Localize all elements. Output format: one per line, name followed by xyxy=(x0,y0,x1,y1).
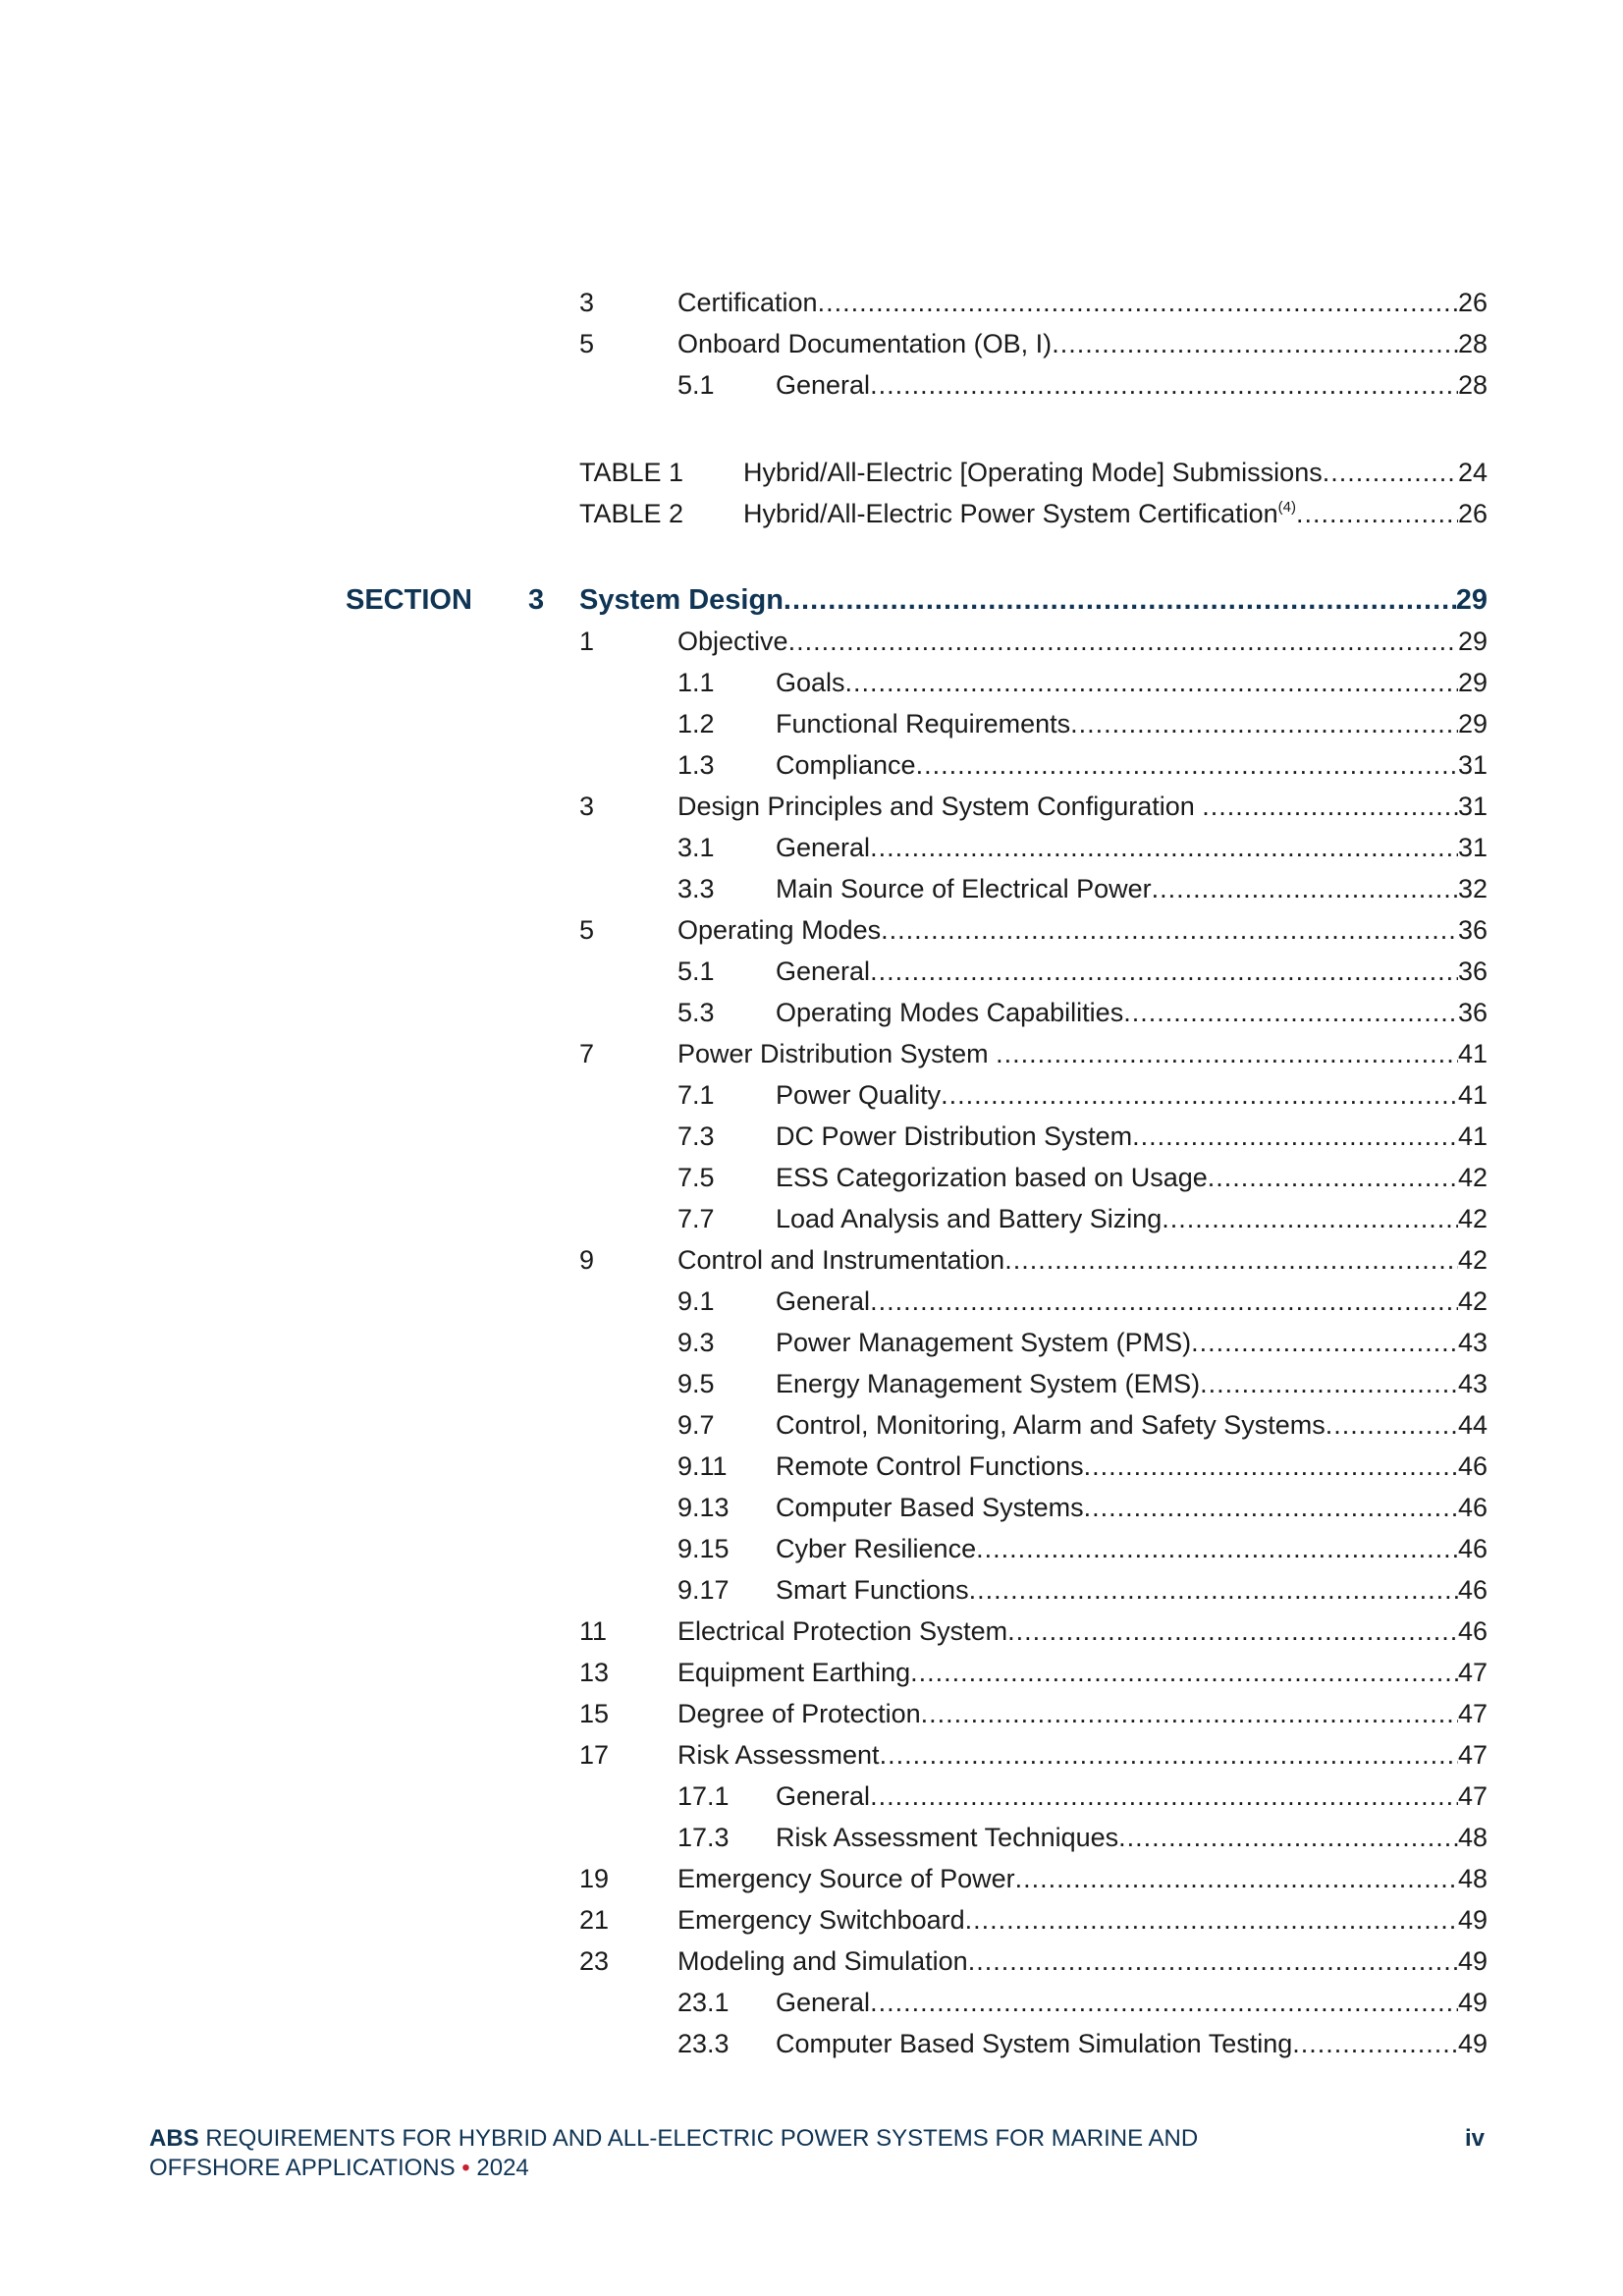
entry-page-number: 29 xyxy=(1455,584,1488,616)
entry-title-text: Compliance xyxy=(776,750,916,780)
entry-number: 1.3 xyxy=(677,750,715,780)
entry-page-number: 41 xyxy=(1457,1039,1488,1068)
entry-title-text: Modeling and Simulation xyxy=(677,1946,968,1976)
entry-number: 9.17 xyxy=(677,1575,730,1605)
toc-entry[interactable] xyxy=(677,992,1488,1033)
entry-title xyxy=(677,1941,968,1982)
entry-number: 9.7 xyxy=(677,1410,715,1440)
dot-leader xyxy=(870,364,1458,406)
entry-title-text: Hybrid/All-Electric Power System Certification xyxy=(743,499,1278,528)
entry-title xyxy=(776,1817,1118,1858)
entry-title-text: Design Principles and System Configuration xyxy=(677,792,1203,821)
dot-leader xyxy=(969,1569,1458,1611)
dot-leader xyxy=(784,579,1456,621)
entry-title xyxy=(743,452,1323,493)
section-label: SECTION xyxy=(346,584,472,616)
entry-title xyxy=(677,1652,910,1693)
entry-link[interactable] xyxy=(743,452,1488,493)
toc-entry[interactable] xyxy=(677,1281,1488,1322)
entry-page-number: 46 xyxy=(1457,1534,1488,1563)
entry-link[interactable] xyxy=(579,579,1488,621)
dot-leader xyxy=(965,1899,1458,1941)
entry-page-number: 42 xyxy=(1457,1286,1488,1316)
entry-title xyxy=(776,1074,941,1116)
entry-page-number: 42 xyxy=(1457,1204,1488,1233)
entry-title-text: Energy Management System (EMS) xyxy=(776,1369,1201,1398)
entry-link[interactable] xyxy=(776,1198,1488,1239)
entry-number: 23 xyxy=(579,1946,610,1976)
entry-page-number: 49 xyxy=(1457,1946,1488,1976)
dot-leader xyxy=(880,1734,1458,1776)
toc-entry[interactable] xyxy=(579,1693,1488,1734)
entry-page-number: 32 xyxy=(1457,874,1488,903)
toc-entry[interactable] xyxy=(677,2023,1488,2064)
entry-title-text: Functional Requirements xyxy=(776,709,1071,738)
entry-title xyxy=(776,2023,1292,2064)
dot-leader xyxy=(941,1074,1458,1116)
footer-line-1 xyxy=(149,2124,1485,2154)
entry-title xyxy=(776,744,916,786)
toc-entry[interactable] xyxy=(579,1858,1488,1899)
entry-title xyxy=(776,1776,870,1817)
toc-entry[interactable] xyxy=(579,909,1488,951)
entry-link[interactable] xyxy=(677,1652,1488,1693)
entry-number: 17 xyxy=(579,1740,610,1770)
entry-link[interactable] xyxy=(776,1074,1488,1116)
entry-title xyxy=(776,703,1070,744)
entry-title-text: Onboard Documentation (OB, I) xyxy=(677,329,1053,358)
dot-leader xyxy=(976,1528,1458,1569)
entry-title-text: Operating Modes Capabilities xyxy=(776,998,1124,1027)
toc-entry[interactable] xyxy=(677,951,1488,992)
entry-page-number: 36 xyxy=(1457,915,1488,945)
entry-title-text: General xyxy=(776,957,871,986)
toc-entry[interactable] xyxy=(579,1899,1488,1941)
entry-number: 17.3 xyxy=(677,1823,730,1852)
entry-number: 9.15 xyxy=(677,1534,730,1563)
dot-leader xyxy=(870,1982,1458,2023)
entry-link[interactable] xyxy=(776,868,1488,909)
entry-title xyxy=(776,1116,1132,1157)
entry-number: 9.5 xyxy=(677,1369,715,1398)
dot-leader xyxy=(1123,992,1458,1033)
entry-number: 9.11 xyxy=(677,1451,728,1481)
entry-number: 5.1 xyxy=(677,957,715,986)
entry-number: 3 xyxy=(579,288,595,317)
entry-link[interactable] xyxy=(776,827,1488,868)
footer-title-line-1: REQUIREMENTS FOR HYBRID AND ALL-ELECTRIC POWER SYSTEMS FOR MARINE AND xyxy=(205,2125,1199,2152)
entry-title xyxy=(677,1239,1004,1281)
toc-entry[interactable] xyxy=(579,786,1488,827)
entry-title xyxy=(677,909,881,951)
entry-link[interactable] xyxy=(677,1033,1488,1074)
dot-leader xyxy=(1292,2023,1458,2064)
entry-title-text: Computer Based Systems xyxy=(776,1493,1084,1522)
toc-entry[interactable] xyxy=(579,621,1488,662)
entry-title xyxy=(776,662,845,703)
entry-title xyxy=(677,621,788,662)
dot-leader xyxy=(1015,1858,1458,1899)
section-number: 3 xyxy=(528,584,545,616)
dot-leader xyxy=(1004,1239,1458,1281)
page-footer xyxy=(149,2124,1485,2183)
entry-title xyxy=(776,1363,1200,1404)
entry-title-text: Degree of Protection xyxy=(677,1699,921,1728)
entry-link[interactable] xyxy=(776,1776,1488,1817)
entry-page-number: 42 xyxy=(1457,1163,1488,1192)
toc-entry[interactable] xyxy=(677,1528,1488,1569)
toc-table-entry[interactable] xyxy=(579,493,1488,534)
footer-line-2 xyxy=(149,2154,1485,2183)
footer-brand: ABS xyxy=(149,2125,199,2152)
toc-entry[interactable] xyxy=(579,1734,1488,1776)
entry-page-number: 41 xyxy=(1457,1121,1488,1151)
entry-number: 9.3 xyxy=(677,1328,715,1357)
entry-page-number: 43 xyxy=(1457,1369,1488,1398)
entry-number: 5 xyxy=(579,329,595,358)
dot-leader xyxy=(881,909,1458,951)
footer-bullet: • xyxy=(461,2155,470,2181)
dot-leader xyxy=(1152,868,1458,909)
entry-link[interactable] xyxy=(677,1611,1488,1652)
entry-title-text: Power Management System (PMS) xyxy=(776,1328,1192,1357)
entry-link[interactable] xyxy=(776,1982,1488,2023)
entry-title-text: Cyber Resilience xyxy=(776,1534,977,1563)
entry-page-number: 49 xyxy=(1457,1988,1488,2017)
entry-title-text: Control and Instrumentation xyxy=(677,1245,1005,1275)
entry-number: 21 xyxy=(579,1905,610,1935)
entry-page-number: 48 xyxy=(1457,1864,1488,1893)
entry-title xyxy=(776,1528,976,1569)
section-heading[interactable] xyxy=(579,579,1488,621)
toc-entry[interactable] xyxy=(677,1322,1488,1363)
entry-title-text: Electrical Protection System xyxy=(677,1616,1008,1646)
toc-entry[interactable] xyxy=(677,1074,1488,1116)
entry-page-number: 47 xyxy=(1457,1699,1488,1728)
toc-entry[interactable] xyxy=(579,1033,1488,1074)
entry-title xyxy=(776,1404,1325,1446)
entry-page-number: 46 xyxy=(1457,1493,1488,1522)
entry-link[interactable] xyxy=(677,1734,1488,1776)
entry-link[interactable] xyxy=(677,1899,1488,1941)
toc-entry[interactable] xyxy=(677,1116,1488,1157)
entry-number: 3.1 xyxy=(677,833,715,862)
entry-title xyxy=(776,1198,1162,1239)
entry-page-number: 42 xyxy=(1457,1245,1488,1275)
entry-title xyxy=(776,1569,969,1611)
toc-entry[interactable] xyxy=(677,1404,1488,1446)
entry-link[interactable] xyxy=(776,1157,1488,1198)
dot-leader xyxy=(996,1033,1458,1074)
dot-leader xyxy=(1162,1198,1458,1239)
dot-leader xyxy=(1007,1611,1458,1652)
entry-title xyxy=(776,868,1152,909)
entry-title xyxy=(677,1899,965,1941)
entry-title xyxy=(776,827,870,868)
entry-page-number: 26 xyxy=(1457,499,1488,528)
toc-entry[interactable] xyxy=(677,1198,1488,1239)
dot-leader xyxy=(845,662,1458,703)
toc-entry[interactable] xyxy=(579,323,1488,364)
entry-title xyxy=(677,1734,880,1776)
entry-title xyxy=(677,323,1052,364)
entry-title-text: Risk Assessment Techniques xyxy=(776,1823,1119,1852)
entry-link[interactable] xyxy=(677,1858,1488,1899)
entry-link[interactable] xyxy=(677,1693,1488,1734)
entry-link[interactable] xyxy=(776,1446,1488,1487)
entry-footnote-ref: (4) xyxy=(1277,499,1296,516)
dot-leader xyxy=(870,1776,1458,1817)
entry-title-text: Power Distribution System xyxy=(677,1039,997,1068)
entry-page-number: 28 xyxy=(1457,329,1488,358)
entry-link[interactable] xyxy=(776,1404,1488,1446)
dot-leader xyxy=(870,827,1458,868)
entry-link[interactable] xyxy=(776,744,1488,786)
entry-page-number: 46 xyxy=(1457,1575,1488,1605)
entry-title xyxy=(677,786,1202,827)
entry-number: 23.3 xyxy=(677,2029,730,2058)
toc-entry[interactable] xyxy=(677,1157,1488,1198)
entry-page-number: 47 xyxy=(1457,1658,1488,1687)
entry-link[interactable] xyxy=(776,2023,1488,2064)
entry-number: 23.1 xyxy=(677,1988,730,2017)
entry-title-text: Operating Modes xyxy=(677,915,882,945)
entry-number: 3.3 xyxy=(677,874,715,903)
entry-title-text: System Design xyxy=(579,584,784,616)
entry-link[interactable] xyxy=(677,1941,1488,1982)
entry-title xyxy=(677,1858,1015,1899)
entry-page-number: 31 xyxy=(1457,833,1488,862)
entry-number: 3 xyxy=(579,792,595,821)
entry-number: 1 xyxy=(579,627,595,656)
entry-title-text: Hybrid/All-Electric [Operating Mode] Submissions xyxy=(743,458,1323,487)
entry-number: 9.13 xyxy=(677,1493,730,1522)
entry-title-text: DC Power Distribution System xyxy=(776,1121,1133,1151)
entry-link[interactable] xyxy=(776,364,1488,406)
entry-title-text: Emergency Source of Power xyxy=(677,1864,1015,1893)
entry-title-text: Power Quality xyxy=(776,1080,942,1110)
dot-leader xyxy=(1200,1363,1458,1404)
entry-number: 9.1 xyxy=(677,1286,715,1316)
entry-number: 7.1 xyxy=(677,1080,715,1110)
entry-page-number: 31 xyxy=(1457,792,1488,821)
toc-entry[interactable] xyxy=(677,1569,1488,1611)
entry-page-number: 47 xyxy=(1457,1740,1488,1770)
entry-page-number: 29 xyxy=(1457,668,1488,697)
entry-page-number: 28 xyxy=(1457,370,1488,400)
toc-entry[interactable] xyxy=(579,282,1488,323)
entry-title xyxy=(776,1281,870,1322)
toc-entry[interactable] xyxy=(677,1363,1488,1404)
entry-page-number: 43 xyxy=(1457,1328,1488,1357)
entry-link[interactable] xyxy=(776,1281,1488,1322)
dot-leader xyxy=(1084,1446,1458,1487)
entry-title xyxy=(776,1446,1084,1487)
entry-title-text: General xyxy=(776,833,871,862)
entry-number: 1.1 xyxy=(677,668,715,697)
entry-link[interactable] xyxy=(776,662,1488,703)
entry-title-text: ESS Categorization based on Usage xyxy=(776,1163,1208,1192)
toc-entry[interactable] xyxy=(677,662,1488,703)
entry-number: 13 xyxy=(579,1658,610,1687)
entry-title-text: General xyxy=(776,1781,871,1811)
entry-title xyxy=(677,282,818,323)
entry-number: 15 xyxy=(579,1699,610,1728)
entry-title-text: Equipment Earthing xyxy=(677,1658,911,1687)
dot-leader xyxy=(1323,452,1458,493)
dot-leader xyxy=(1208,1157,1458,1198)
dot-leader xyxy=(1052,323,1458,364)
entry-number: 7.3 xyxy=(677,1121,715,1151)
entry-number: 5.3 xyxy=(677,998,715,1027)
footer-year: 2024 xyxy=(476,2155,529,2181)
entry-page-number: 29 xyxy=(1457,709,1488,738)
entry-title-text: Smart Functions xyxy=(776,1575,969,1605)
toc-entry[interactable] xyxy=(579,1611,1488,1652)
entry-page-number: 48 xyxy=(1457,1823,1488,1852)
entry-link[interactable] xyxy=(677,786,1488,827)
entry-number: 17.1 xyxy=(677,1781,730,1811)
entry-link[interactable] xyxy=(743,493,1488,534)
entry-title xyxy=(677,1611,1007,1652)
entry-page-number: 46 xyxy=(1457,1616,1488,1646)
entry-title xyxy=(743,493,1296,534)
entry-title-text: General xyxy=(776,370,871,400)
entry-title xyxy=(677,1693,921,1734)
entry-title xyxy=(776,364,870,406)
entry-number: 5.1 xyxy=(677,370,715,400)
entry-page-number: 46 xyxy=(1457,1451,1488,1481)
entry-link[interactable] xyxy=(677,1239,1488,1281)
entry-title-text: General xyxy=(776,1286,871,1316)
toc-entry[interactable] xyxy=(579,1239,1488,1281)
toc-entry[interactable] xyxy=(677,744,1488,786)
entry-number: TABLE 1 xyxy=(579,458,684,487)
entry-page-number: 49 xyxy=(1457,2029,1488,2058)
dot-leader xyxy=(921,1693,1458,1734)
entry-title-text: Certification xyxy=(677,288,818,317)
entry-number: 19 xyxy=(579,1864,610,1893)
footer-title-line-2: OFFSHORE APPLICATIONS xyxy=(149,2155,456,2181)
entry-link[interactable] xyxy=(677,282,1488,323)
entry-title xyxy=(677,1033,996,1074)
entry-link[interactable] xyxy=(677,621,1488,662)
entry-title-text: Goals xyxy=(776,668,845,697)
dot-leader xyxy=(1132,1116,1458,1157)
entry-title-text: Load Analysis and Battery Sizing xyxy=(776,1204,1163,1233)
entry-title xyxy=(776,1157,1208,1198)
entry-link[interactable] xyxy=(776,703,1488,744)
entry-number: TABLE 2 xyxy=(579,499,684,528)
dot-leader xyxy=(910,1652,1458,1693)
entry-page-number: 49 xyxy=(1457,1905,1488,1935)
entry-number: 11 xyxy=(579,1616,608,1646)
entry-link[interactable] xyxy=(677,323,1488,364)
dot-leader xyxy=(870,951,1458,992)
toc-entry[interactable] xyxy=(677,1817,1488,1858)
dot-leader xyxy=(1296,493,1458,534)
entry-number: 7.7 xyxy=(677,1204,715,1233)
entry-page-number: 44 xyxy=(1457,1410,1488,1440)
entry-link[interactable] xyxy=(776,1322,1488,1363)
dot-leader xyxy=(788,621,1458,662)
entry-title-text: Remote Control Functions xyxy=(776,1451,1084,1481)
dot-leader xyxy=(1202,786,1458,827)
toc-entry[interactable] xyxy=(579,1941,1488,1982)
entry-link[interactable] xyxy=(776,1363,1488,1404)
entry-number: 7 xyxy=(579,1039,595,1068)
entry-title xyxy=(776,951,870,992)
entry-page-number: 24 xyxy=(1457,458,1488,487)
toc-entry[interactable] xyxy=(677,1776,1488,1817)
entry-title-text: General xyxy=(776,1988,871,2017)
dot-leader xyxy=(870,1281,1458,1322)
entry-title-text: Emergency Switchboard xyxy=(677,1905,965,1935)
dot-leader xyxy=(818,282,1458,323)
entry-link[interactable] xyxy=(776,992,1488,1033)
dot-leader xyxy=(1118,1817,1458,1858)
entry-page-number: 26 xyxy=(1457,288,1488,317)
entry-title-text: Control, Monitoring, Alarm and Safety Systems xyxy=(776,1410,1325,1440)
toc-entry[interactable] xyxy=(677,364,1488,406)
entry-link[interactable] xyxy=(776,1116,1488,1157)
entry-title xyxy=(776,1982,870,2023)
entry-link[interactable] xyxy=(776,1817,1488,1858)
entry-link[interactable] xyxy=(776,1487,1488,1528)
dot-leader xyxy=(1325,1404,1458,1446)
toc-entry[interactable] xyxy=(579,1652,1488,1693)
entry-link[interactable] xyxy=(776,951,1488,992)
entry-link[interactable] xyxy=(776,1569,1488,1611)
toc-entry[interactable] xyxy=(677,827,1488,868)
entry-page-number: 31 xyxy=(1457,750,1488,780)
entry-number: 1.2 xyxy=(677,709,715,738)
entry-link[interactable] xyxy=(677,909,1488,951)
dot-leader xyxy=(1084,1487,1458,1528)
toc-entry[interactable] xyxy=(677,1982,1488,2023)
dot-leader xyxy=(968,1941,1458,1982)
toc-entry[interactable] xyxy=(677,1446,1488,1487)
entry-title-text: Main Source of Electrical Power xyxy=(776,874,1152,903)
entry-page-number: 47 xyxy=(1457,1781,1488,1811)
entry-number: 7.5 xyxy=(677,1163,715,1192)
dot-leader xyxy=(1070,703,1458,744)
entry-title-text: Objective xyxy=(677,627,788,656)
toc-entry[interactable] xyxy=(677,868,1488,909)
entry-page-number: 36 xyxy=(1457,998,1488,1027)
entry-title xyxy=(776,1487,1084,1528)
entry-title-text: Risk Assessment xyxy=(677,1740,880,1770)
entry-page-number: 36 xyxy=(1457,957,1488,986)
toc-entry[interactable] xyxy=(677,703,1488,744)
toc-table-entry[interactable] xyxy=(579,452,1488,493)
page-number: iv xyxy=(1464,2125,1485,2152)
dot-leader xyxy=(1191,1322,1458,1363)
entry-page-number: 41 xyxy=(1457,1080,1488,1110)
entry-title xyxy=(579,579,784,621)
entry-title xyxy=(776,992,1123,1033)
entry-page-number: 29 xyxy=(1457,627,1488,656)
entry-link[interactable] xyxy=(776,1528,1488,1569)
entry-number: 5 xyxy=(579,915,595,945)
dot-leader xyxy=(916,744,1458,786)
toc-entry[interactable] xyxy=(677,1487,1488,1528)
entry-title xyxy=(776,1322,1191,1363)
entry-title-text: Computer Based System Simulation Testing xyxy=(776,2029,1293,2058)
entry-number: 9 xyxy=(579,1245,595,1275)
